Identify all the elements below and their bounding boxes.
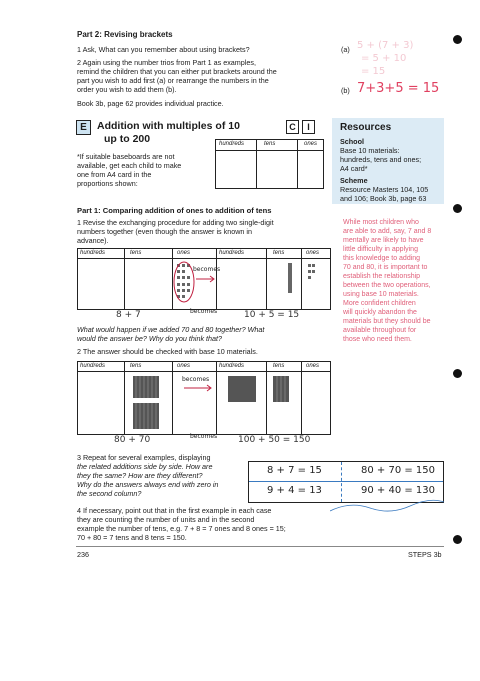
margin-note-line: those who need them. [343,336,412,343]
question-text-line2: would the answer be? Why do you think that? [77,334,223,343]
part1-p3-line4: Why do the answers always end with zero in [77,480,219,489]
resources-school-line2: hundreds, tens and ones; [340,155,422,164]
part2-p2-line2: remind the children that you can either put brackets around the [77,67,277,76]
class-organisation-icon: C [286,120,299,134]
margin-note-line: mentally are likely to have [343,237,424,244]
margin-note-line: 70 and 80, it is important to [343,264,428,271]
baseboard-header-ones: ones [304,141,318,147]
ones-cubes-drawing [78,249,330,309]
board1-header-hundreds-2: hundreds [219,250,245,256]
resources-school-heading: School [340,137,364,146]
part1-p4: 4 If necessary, point out that in the first example in each case [77,506,272,515]
example-a-line2: = 5 + 10 [361,53,407,64]
board2-header-tens-2: tens [273,363,285,369]
baseboard-note: *If suitable baseboards are not [77,152,175,161]
part1-p1: 1 Revise the exchanging procedure for adding two single-digit [77,218,274,227]
board2-header-tens: tens [130,363,142,369]
squiggle-line [330,499,445,513]
part2-p1-text: 1 Ask, What can you remember about using brackets? [77,45,250,54]
section-letter-badge: E [76,120,91,135]
comparison-ones-row2: 9 + 4 = 13 [267,485,322,496]
part2-p2: 2 Again using the number trios from Part 1 as examples, [77,58,256,67]
example-a-line3: = 15 [361,66,386,77]
margin-note-line: More confident children [343,300,416,307]
sum-tens-left: 80 + 70 [114,435,151,445]
part1-heading: Part 1: Comparing addition of ones to addition of tens [77,206,272,215]
baseboard-header-tens: tens [264,141,276,147]
margin-note-line: available throughout for [343,327,417,334]
baseboard-note-line4: proportions shown: [77,179,138,188]
margin-note [343,218,431,344]
comparison-ones-row1: 8 + 7 = 15 [267,465,322,476]
tens-rods-drawing [78,362,330,434]
board1-header-tens-2: tens [273,250,285,256]
page-number: 236 [77,550,89,559]
margin-note-line: will quickly abandon the [343,309,417,316]
board1-header-hundreds: hundreds [80,250,106,256]
board1-header-ones: ones [177,250,191,256]
margin-note-line: little difficulty in applying [343,246,418,253]
question-text: What would happen if we added 70 and 80 together? What [77,325,265,334]
part1-p4-line4: 70 + 80 = 7 tens and 8 tens = 150. [77,533,187,542]
part1-p1-line2: numbers together (even though the answer is known in [77,227,252,236]
resources-scheme-heading: Scheme [340,176,368,185]
example-b-sum: 7+3+5 = 15 [357,81,440,96]
margin-note-line: between the two operations, [343,282,431,289]
margin-note-line: establish the relationship [343,273,421,280]
margin-note-line: this knowledge to adding [343,255,421,262]
comparison-tens-row1: 80 + 70 = 150 [361,465,436,476]
footer-rule [76,546,444,547]
section-title-line2: up to 200 [104,133,151,145]
example-a-line1: 5 + (7 + 3) [357,40,414,51]
baseboard-diagram [215,139,324,189]
part1-p1-line3: advance). [77,236,109,245]
part2-p2-line3: part you wish to add first (a) or rearrange the numbers in the [77,76,269,85]
baseboard-note-line3: one from A4 card in the [77,170,152,179]
margin-note-line: are able to add, say, 7 and 8 [343,228,432,235]
part1-p3: 3 Repeat for several examples, displaying [77,453,211,462]
resources-school-line1: Base 10 materials: [340,146,400,155]
baseboard-note-line2: available, get each child to make [77,161,182,170]
becomes-arrow-label-2: becomes [182,376,210,383]
place-value-board-tens [77,361,331,435]
becomes-arrow-label: becomes [193,266,221,273]
punch-hole [453,369,462,378]
resources-scheme-line2: and 106; Book 3b, page 63 [340,194,427,203]
becomes-label: becomes [190,308,218,315]
part2-book-ref: Book 3b, page 62 provides individual practice. [77,99,224,108]
example-a-label: (a) [341,45,350,54]
part2-p2-line4: order you wish to add them (b). [77,85,177,94]
punch-hole [453,204,462,213]
becomes-label-2: becomes [190,433,218,440]
resources-school-line3: A4 card* [340,164,368,173]
board2-header-hundreds: hundreds [80,363,106,369]
part1-p3-line2: the related additions side by side. How are [77,462,213,471]
board1-header-ones-2: ones [306,250,320,256]
resources-title: Resources [340,122,392,133]
part1-p4-line3: example the number of tens, e.g. 7 + 8 = 7 ones and 8 ones = 15; [77,524,286,533]
part1-p2: 2 The answer should be checked with base 10 materials. [77,347,258,356]
board2-header-hundreds-2: hundreds [219,363,245,369]
sum-tens-right: 100 + 50 = 150 [238,435,311,445]
part2-p1 [77,45,250,54]
baseboard-header-hundreds: hundreds [219,141,245,147]
example-b-label: (b) [341,86,350,95]
part1-p4-line2: they are counting the number of units and in the second [77,515,255,524]
part2-heading: Part 2: Revising brackets [77,30,173,39]
sum-ones-right: 10 + 5 = 15 [244,310,300,320]
part1-p3-line5: the second column? [77,489,142,498]
resources-scheme-line1: Resource Masters 104, 105 [340,185,429,194]
part1-p3-line3: they the same? How are they different? [77,471,203,480]
margin-note-line: materials but they should be [343,318,431,325]
resources-panel [332,118,444,204]
section-title: Addition with multiples of 10 [97,120,240,132]
comparison-table [248,461,444,503]
sum-ones-left: 8 + 7 [116,310,141,320]
punch-hole [453,535,462,544]
individual-organisation-icon: I [302,120,315,134]
board2-header-ones: ones [177,363,191,369]
margin-note-line: While most children who [343,219,419,226]
margin-note-line: using base 10 materials. [343,291,419,298]
series-name: STEPS 3b [408,550,442,559]
punch-hole [453,35,462,44]
place-value-board-ones [77,248,331,310]
board2-header-ones-2: ones [306,363,320,369]
board1-header-tens: tens [130,250,142,256]
comparison-tens-row2: 90 + 40 = 130 [361,485,436,496]
